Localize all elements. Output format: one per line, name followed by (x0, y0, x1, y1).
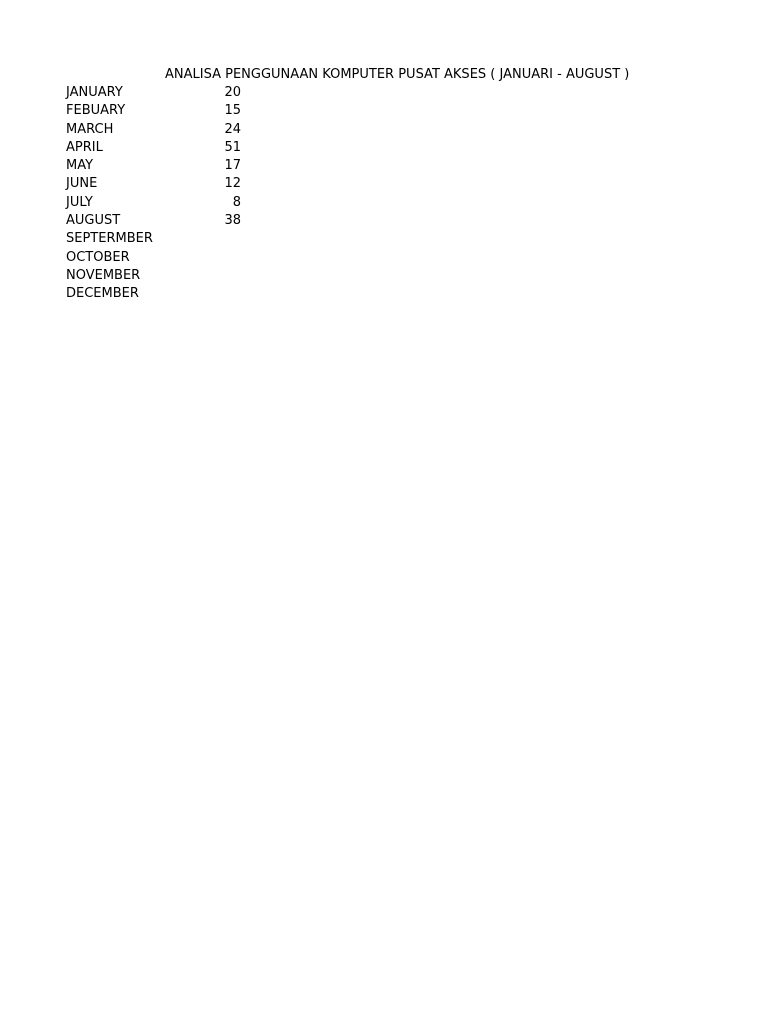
usage-count: 17 (224, 158, 241, 174)
table-row (66, 175, 266, 193)
table-row (66, 139, 266, 157)
month-label: FEBUARY (66, 103, 126, 119)
month-label: JULY (66, 194, 93, 210)
usage-count: 38 (224, 213, 241, 229)
table-row (66, 121, 266, 139)
month-label: APRIL (66, 139, 103, 155)
usage-count: 8 (232, 194, 241, 210)
usage-count: 12 (224, 176, 241, 192)
table-row (66, 249, 266, 267)
table-row (66, 194, 266, 212)
month-label: JANUARY (66, 85, 123, 100)
month-label: MAY (66, 158, 94, 174)
usage-count: 15 (224, 103, 241, 119)
usage-table (66, 84, 266, 304)
table-row (66, 102, 266, 120)
page-title: ANALISA PENGGUNAAN KOMPUTER PUSAT AKSES ( JANUARI - AUGUST ) (165, 67, 629, 82)
month-label: DECEMBER (66, 286, 139, 302)
month-label: SEPTERMBER (66, 231, 153, 247)
month-label: JUNE (66, 176, 98, 192)
table-row (66, 84, 266, 102)
usage-count: 20 (224, 85, 241, 100)
month-label: OCTOBER (66, 249, 130, 265)
month-label: AUGUST (66, 213, 121, 229)
table-row (66, 285, 266, 303)
table-row (66, 267, 266, 285)
table-row (66, 212, 266, 230)
month-label: MARCH (66, 121, 114, 137)
table-row (66, 157, 266, 175)
month-label: NOVEMBER (66, 267, 141, 283)
usage-count: 24 (224, 121, 241, 137)
table-row (66, 230, 266, 248)
usage-count: 51 (224, 139, 241, 155)
